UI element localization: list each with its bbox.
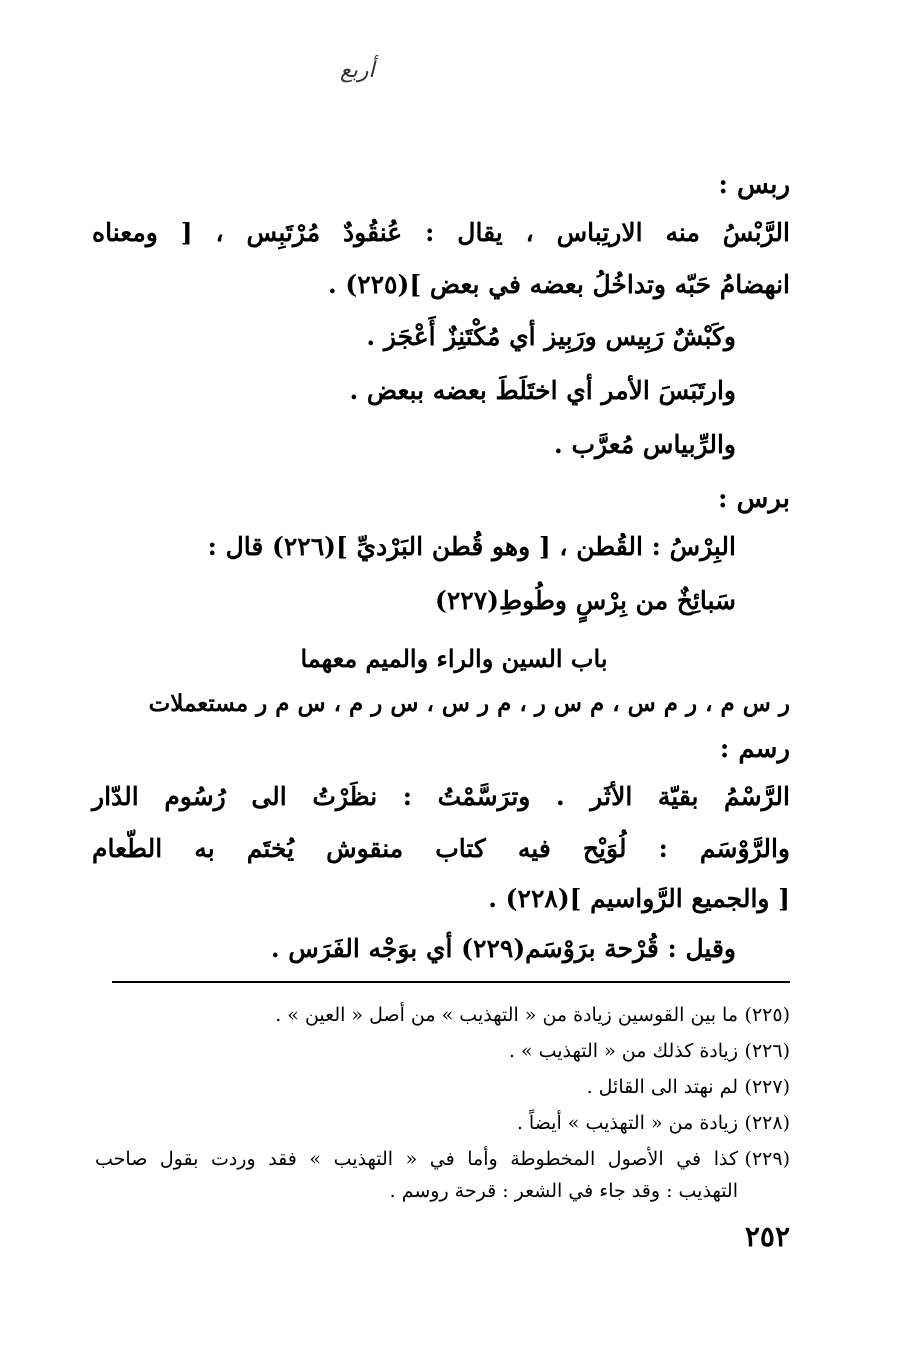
footnote-225 bbox=[275, 1004, 790, 1026]
rbs-line-4: وارتَبَسَ الأمر أي اختَلَطَ بعضه ببعض . bbox=[349, 376, 736, 405]
entry-heading-brs: برس : bbox=[718, 484, 790, 514]
rsm-line-1: الرَّسْمُ بقيّة الأثَر . وترَسَّمْتُ : نظَرْتُ الى رُسُوم الدّار bbox=[92, 782, 790, 811]
rbs-line-2: انهضامُ حَبّه وتداخُلُ بعضه في بعض ](٢٢٥) . bbox=[327, 270, 790, 299]
rbs-line-1: الرَّبْسُ منه الارتِباس ، يقال : عُنقُودٌ مُرْتَبِس ، [ ومعناه bbox=[92, 218, 790, 247]
footnote-number: (٢٢٨) bbox=[744, 1112, 790, 1134]
chapter-permutations: ر س م ، ر م س ، م س ر ، م ر س ، س ر م ، س م ر مستعملات bbox=[148, 690, 790, 717]
rbs-line-3: وكَبْشٌ رَبِيس ورَبِيز أي مُكْتَنِزٌ أَعْجَز . bbox=[366, 322, 736, 351]
page-number: ٢٥٢ bbox=[744, 1220, 790, 1253]
footnote-229 bbox=[95, 1148, 790, 1170]
footnote-text: زيادة كذلك من « التهذيب » . bbox=[508, 1040, 738, 1062]
footnote-number: (٢٢٦) bbox=[744, 1040, 790, 1062]
footnote-number: (٢٢٩) bbox=[744, 1148, 790, 1170]
footnote-text: ما بين القوسين زيادة من « التهذيب » من أصل « العين » . bbox=[275, 1004, 738, 1026]
rsm-line-3: [ والجميع الرَّواسيم ](٢٢٨) . bbox=[488, 884, 790, 913]
footnote-number: (٢٢٥) bbox=[744, 1004, 790, 1026]
footnote-text: كذا في الأصول المخطوطة وأما في « التهذيب » فقد وردت بقول صاحب bbox=[95, 1148, 738, 1170]
footnote-text: زيادة من « التهذيب » أيضاً . bbox=[516, 1112, 738, 1134]
footnote-226 bbox=[509, 1040, 790, 1062]
chapter-title: باب السين والراء والميم معهما bbox=[300, 644, 608, 673]
footnote-number: (٢٢٧) bbox=[744, 1076, 790, 1098]
entry-heading-rsm: رسم : bbox=[719, 734, 790, 764]
footnote-divider bbox=[112, 981, 790, 983]
rbs-line-5: والرِّبياس مُعرَّب . bbox=[554, 430, 736, 459]
footnote-229-continuation: التهذيب : وقد جاء في الشعر : قرحة روسم . bbox=[389, 1180, 738, 1202]
footnote-228 bbox=[517, 1112, 790, 1134]
brs-line-1: البِرْسُ : القُطن ، [ وهو قُطن البَرْديِّ ](٢٢٦) قال : bbox=[207, 532, 736, 561]
handwritten-note: أربع bbox=[340, 58, 375, 83]
footnote-227 bbox=[587, 1076, 790, 1098]
rsm-line-2: والرَّوْسَم : لُوَيْح فيه كتاب منقوش يُختَم به الطّعام bbox=[92, 834, 790, 863]
footnote-text: لم نهتد الى القائل . bbox=[586, 1076, 738, 1098]
entry-heading-rbs: ربس : bbox=[718, 170, 790, 200]
brs-verse: سَبائِخٌ من بِرْسٍ وطُوطِ(٢٢٧) bbox=[435, 586, 736, 615]
rsm-line-4: وقيل : قُرْحة برَوْسَم(٢٢٩) أي بوَجْه الفَرَس . bbox=[270, 934, 736, 963]
